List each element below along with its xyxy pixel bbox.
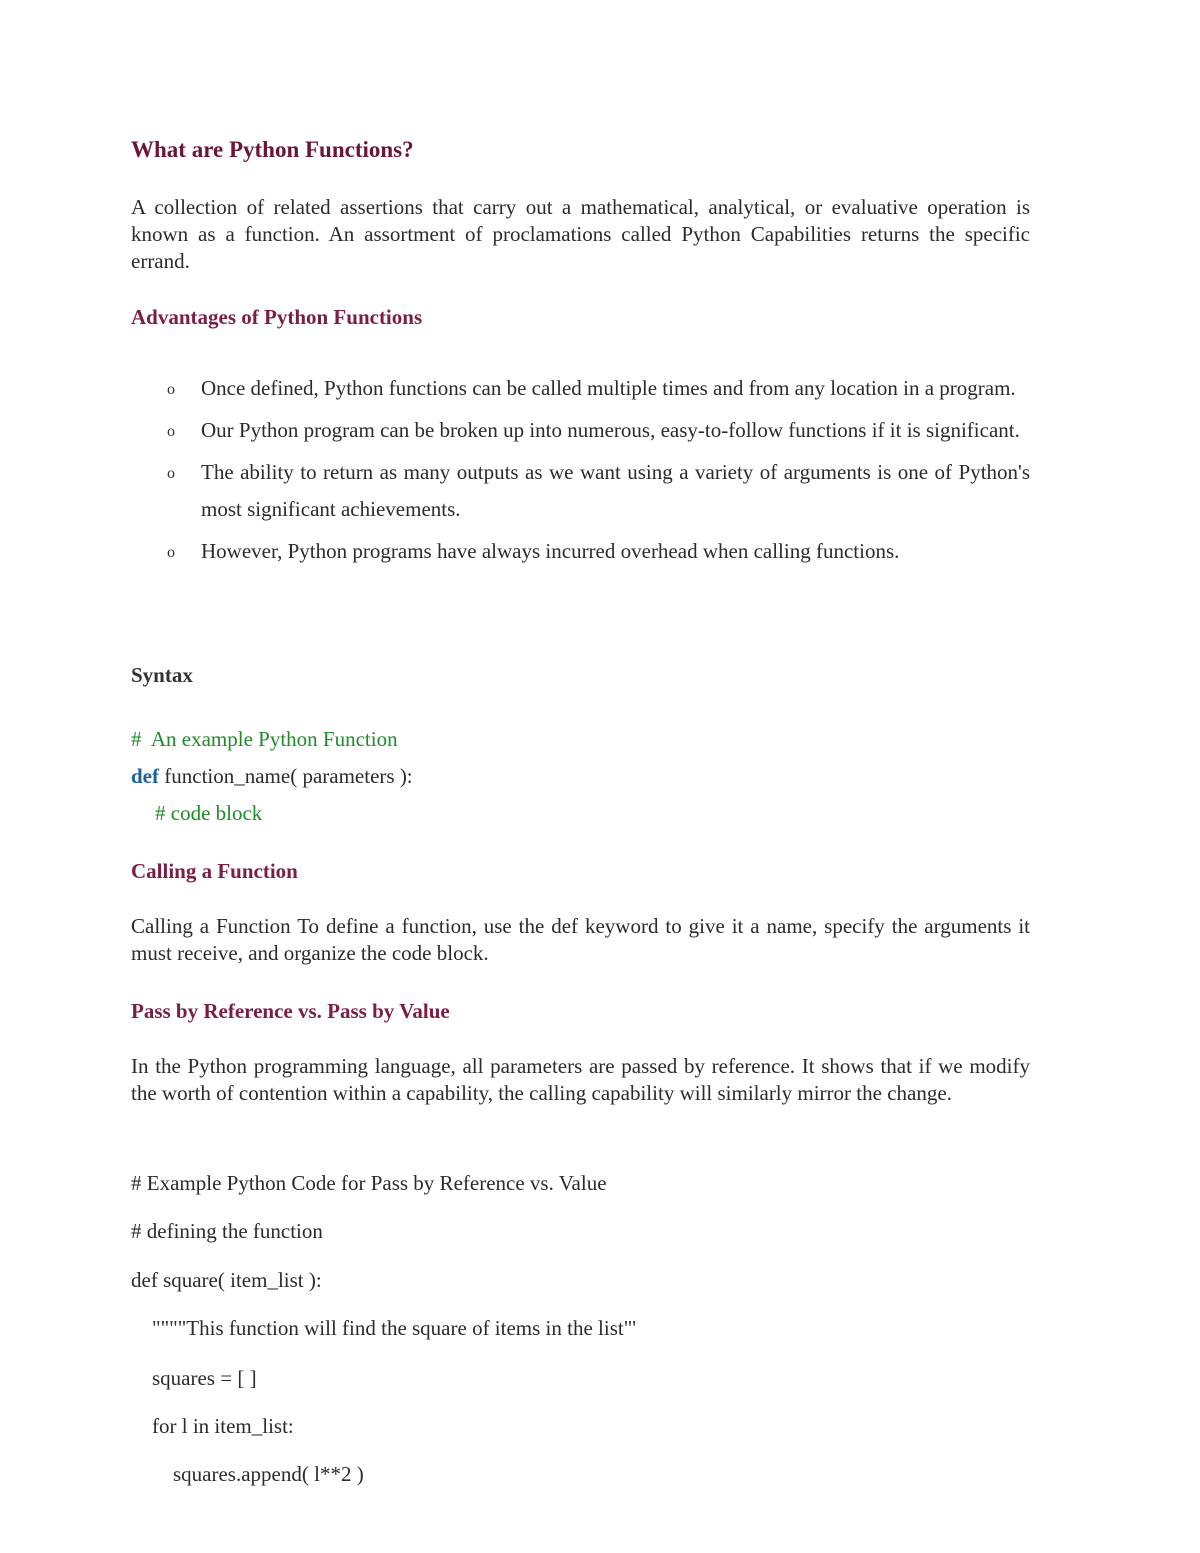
syntax-def-line [131,764,413,789]
example-code-line: for l in item_list: [131,1414,294,1438]
advantages-list [167,370,1030,575]
bullet-icon: o [167,544,175,561]
pass-by-heading: Pass by Reference vs. Pass by Value [131,999,450,1023]
list-item [167,370,1030,407]
list-item-text: However, Python programs have always incurred overhead when calling functions. [201,539,900,563]
intro-paragraph: A collection of related assertions that carry out a mathematical, analytical, or evaluative operation is known as a function. An assortment of proclamations called Python Capabilities returns the specific errand. [131,195,1030,273]
syntax-heading: Syntax [131,663,193,687]
example-code-line: def square( item_list ): [131,1268,322,1292]
syntax-comment: # An example Python Function [131,727,398,751]
list-item [167,412,1030,449]
list-item-text: Our Python program can be broken up into numerous, easy-to-follow functions if it is significant. [201,418,1020,442]
example-code-line: # defining the function [131,1219,323,1243]
bullet-icon: o [167,381,175,398]
syntax-body-comment: # code block [155,801,263,825]
def-signature: function_name( parameters ): [159,764,413,788]
pass-by-paragraph: In the Python programming language, all parameters are passed by reference. It shows that if we modify the worth of contention within a capability, the calling capability will similarly mirror the change. [131,1054,1030,1105]
list-item-text: The ability to return as many outputs as we want using a variety of arguments is one of Python's most significant achievements. [201,460,1030,521]
example-code-line: """"This function will find the square of items in the list"' [131,1316,637,1340]
example-code-line: squares = [ ] [131,1366,257,1390]
example-code-line: # Example Python Code for Pass by Reference vs. Value [131,1171,607,1195]
advantages-heading: Advantages of Python Functions [131,305,423,329]
list-item-text: Once defined, Python functions can be called multiple times and from any location in a program. [201,376,1016,400]
calling-paragraph: Calling a Function To define a function, use the def keyword to give it a name, specify the arguments it must receive, and organize the code block. [131,914,1030,965]
bullet-icon: o [167,423,175,440]
example-code-line: squares.append( l**2 ) [131,1462,364,1486]
list-item [167,454,1030,528]
bullet-icon: o [167,465,175,482]
page-title: What are Python Functions? [131,137,414,162]
calling-heading: Calling a Function [131,859,298,883]
def-keyword: def [131,764,159,788]
list-item [167,533,1030,570]
